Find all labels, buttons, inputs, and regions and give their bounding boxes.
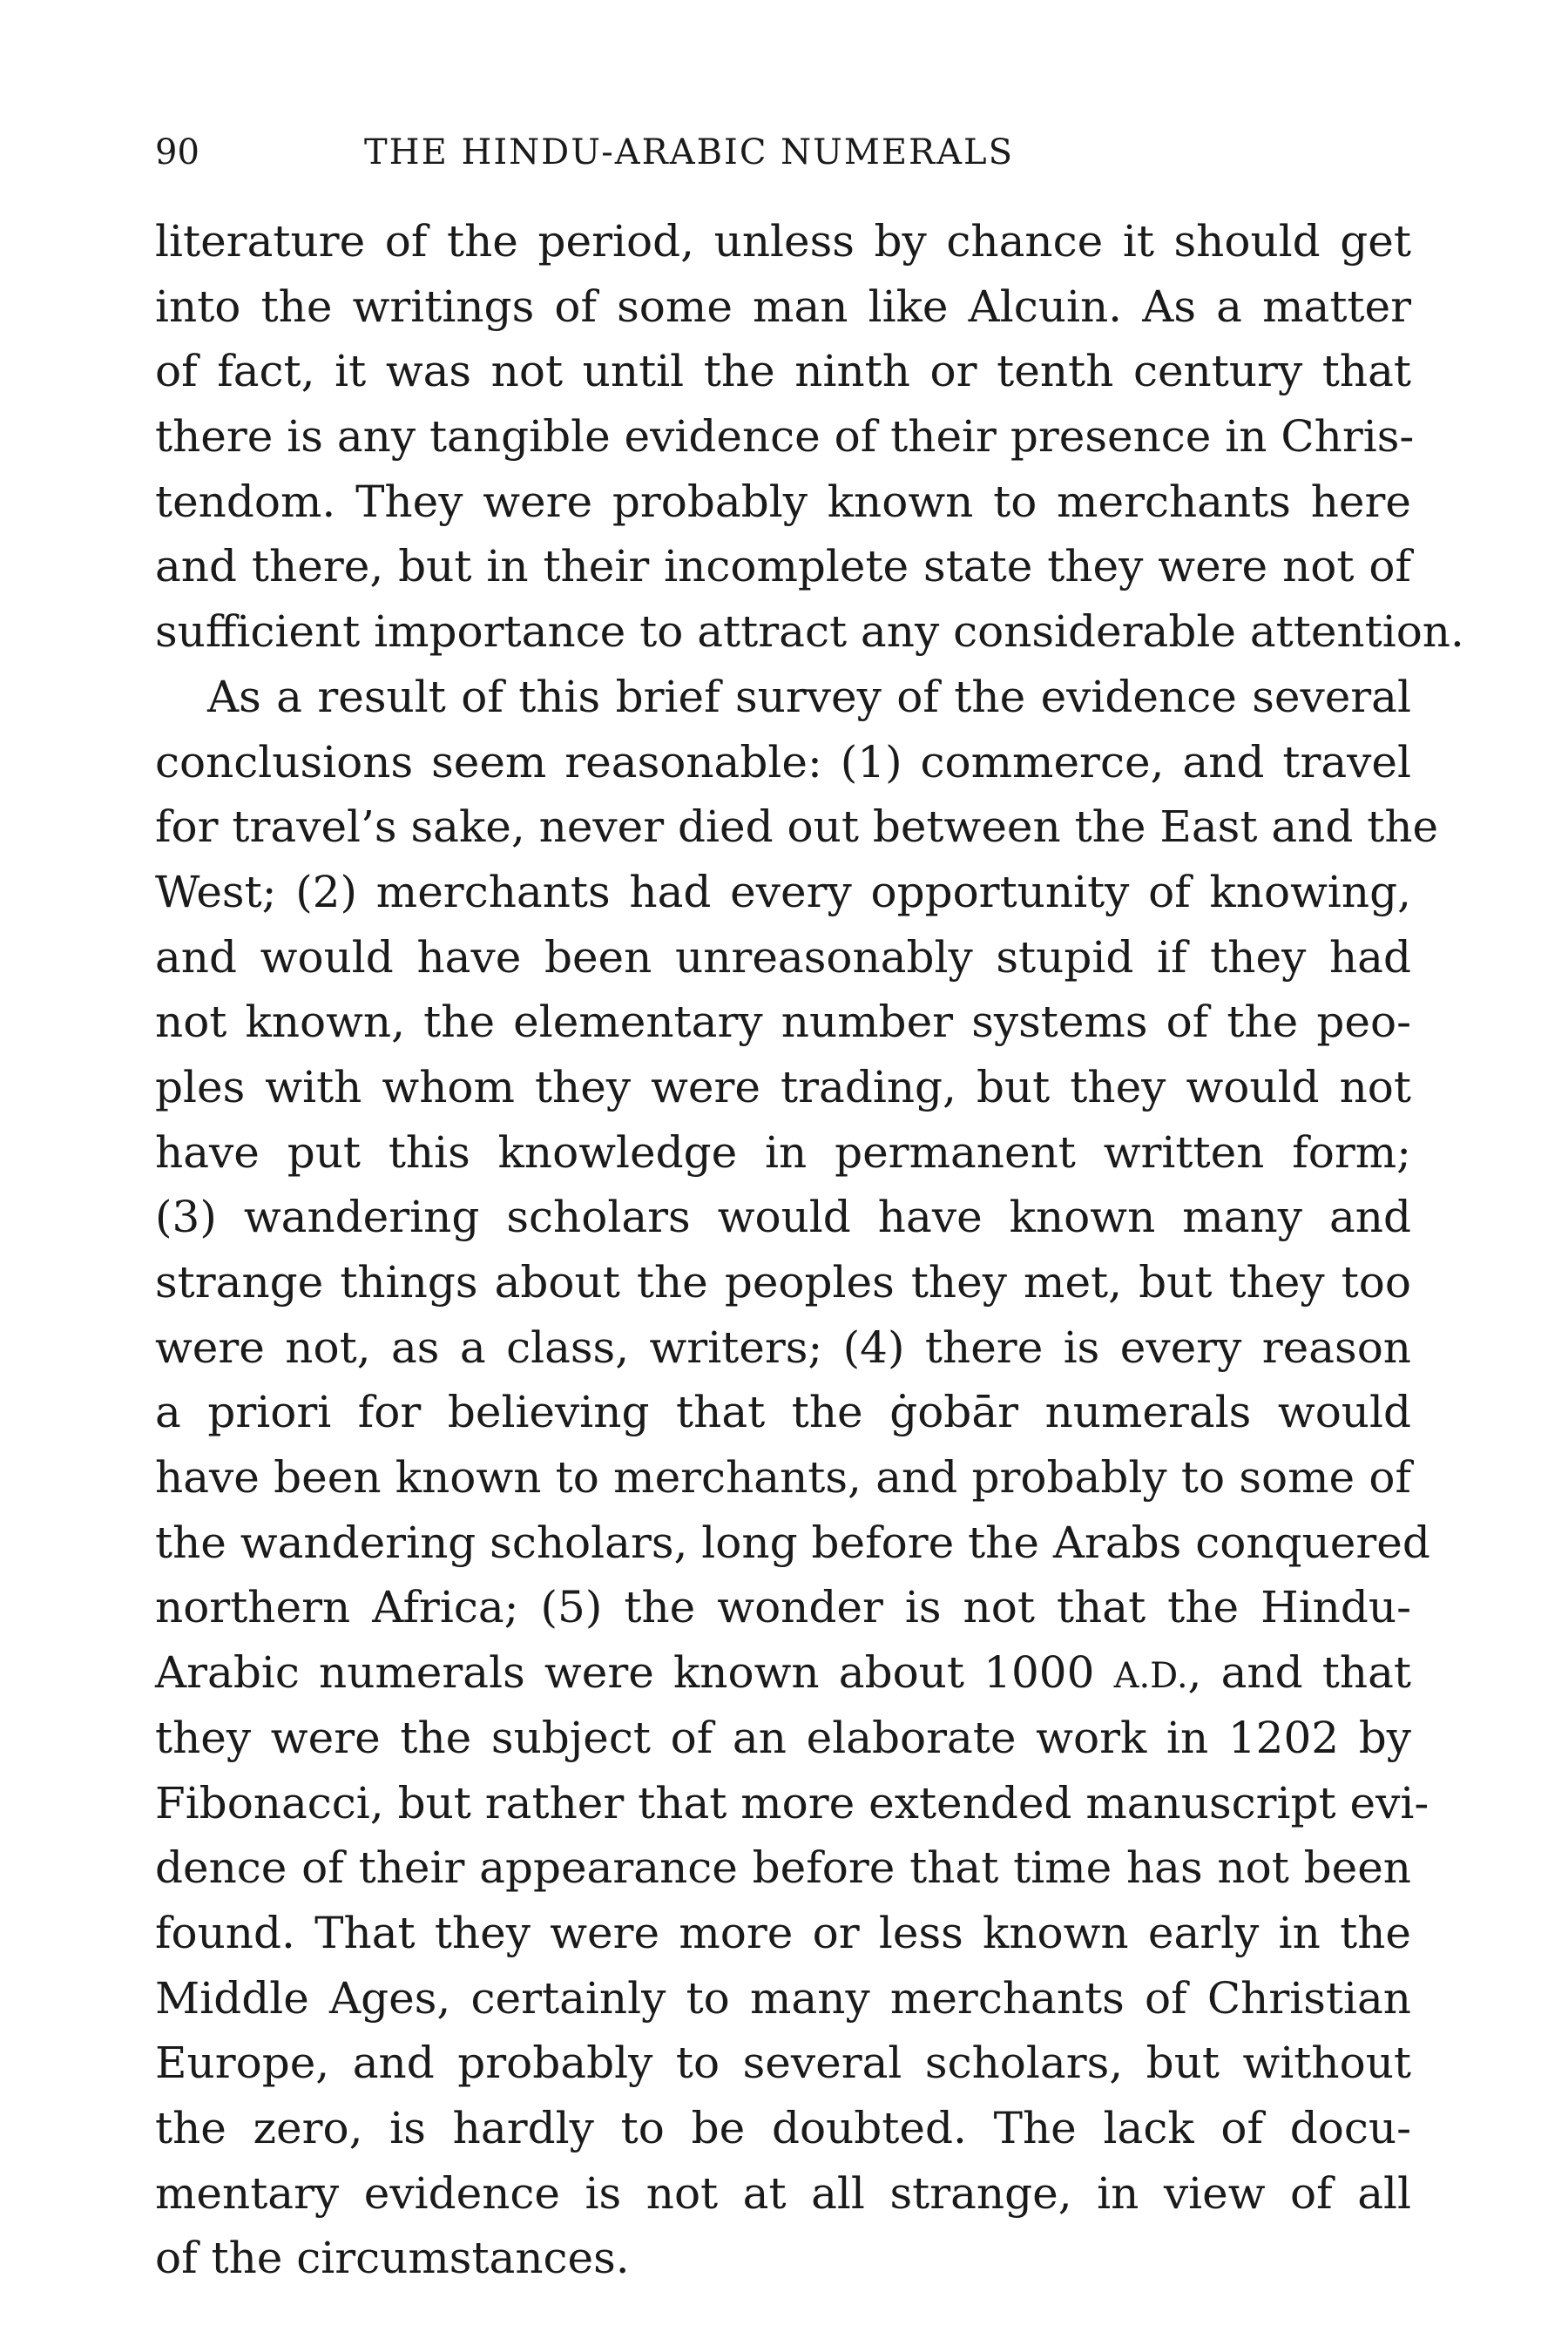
text-line: for travel’s sake, never died out between the East and the <box>155 801 1439 853</box>
text-line: (3) wandering scholars would have known many and <box>155 1192 1411 1243</box>
text-line: the zero, is hardly to be doubted. The lack of docu- <box>155 2102 1411 2153</box>
text-line: have put this knowledge in permanent written form; <box>155 1126 1411 1178</box>
running-head <box>155 126 1411 179</box>
line-segment: Arabic numerals were known about 1000 <box>155 1647 1114 1699</box>
text-line: northern Africa; (5) the wonder is not that the Hindu- <box>155 1582 1411 1633</box>
text-line: there is any tangible evidence of their presence in Chris- <box>155 411 1415 463</box>
text-line: a priori for believing that the ġobār numerals would <box>155 1387 1411 1438</box>
text-line: strange things about the peoples they met, but they too <box>155 1257 1411 1308</box>
text-line: dence of their appearance before that time has not been <box>155 1842 1411 1894</box>
line-segment: , and that <box>1187 1647 1412 1699</box>
page-number: 90 <box>155 132 199 172</box>
text-line: conclusions seem reasonable: (1) commerce, and travel <box>155 736 1411 787</box>
text-line: ples with whom they were trading, but they would not <box>155 1061 1411 1112</box>
text-line: have been known to merchants, and probably to some of <box>155 1452 1411 1504</box>
small-caps-abbreviation: A.D. <box>1113 1656 1188 1697</box>
text-line: were not, as a class, writers; (4) there is every reason <box>155 1321 1411 1373</box>
text-line: sufficient importance to attract any considerable attention. <box>155 606 1464 658</box>
text-line: of fact, it was not until the ninth or tenth century that <box>155 346 1411 397</box>
text-line: and would have been unreasonably stupid if they had <box>155 931 1411 983</box>
text-line: Fibonacci, but rather that more extended manuscript evi- <box>155 1777 1429 1828</box>
text-line: Middle Ages, certainly to many merchants of Christian <box>155 1972 1411 2024</box>
text-line: found. That they were more or less known early in the <box>155 1907 1411 1958</box>
text-line: West; (2) merchants had every opportunity of knowing, <box>155 866 1411 917</box>
text-line: Europe, and probably to several scholars, but without <box>155 2038 1411 2089</box>
text-line: the wandering scholars, long before the Arabs conquered <box>155 1517 1430 1568</box>
text-line: into the writings of some man like Alcuin. As a matter <box>155 280 1411 332</box>
text-line: and there, but in their incomplete state they were not of <box>155 541 1411 592</box>
running-title: THE HINDU-ARABIC NUMERALS <box>364 132 1014 172</box>
text-line: mentary evidence is not at all strange, in view of all <box>155 2167 1411 2219</box>
text-line: tendom. They were probably known to merchants here <box>155 476 1411 527</box>
paragraph-first-line: As a result of this brief survey of the evidence several <box>207 671 1411 722</box>
text-line-with-small-caps <box>155 1640 1411 1706</box>
text-line: they were the subject of an elaborate work in 1202 by <box>155 1712 1411 1763</box>
body-text <box>155 209 1464 2291</box>
text-line: literature of the period, unless by chance it should get <box>155 216 1411 267</box>
text-line: not known, the elementary number systems of the peo- <box>155 997 1411 1048</box>
paragraph-last-line: of the circumstances. <box>155 2233 630 2284</box>
